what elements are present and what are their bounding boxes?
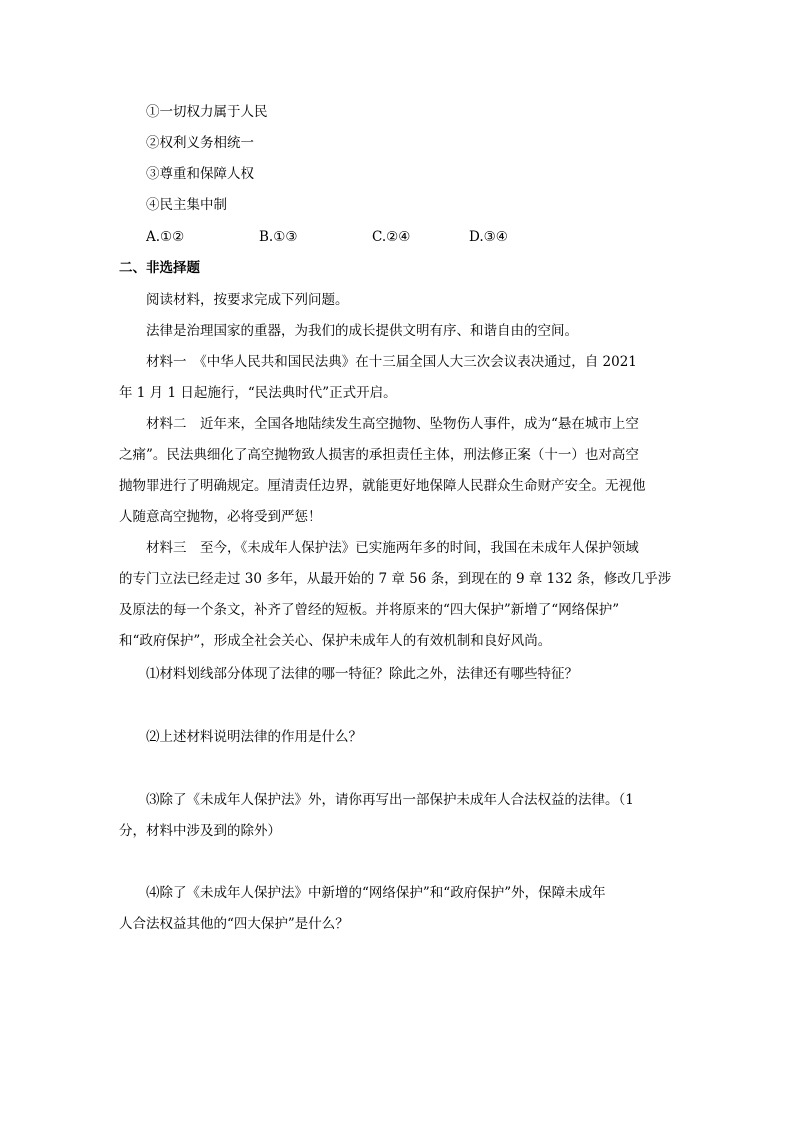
section-title: 二、非选择题 (119, 260, 200, 276)
option-d: D.③④ (469, 229, 508, 245)
material3-line: 材料三 至今，《未成年人保护法》已实施两年多的时间，我国在未成年人保护领域 (146, 540, 639, 556)
question-3-line: 分，材料中涉及到的除外） (119, 823, 281, 839)
material2-line: 人随意高空抛物，必将受到严惩！ (119, 509, 322, 525)
material2-line: 抛物罪进行了明确规定。厘清责任边界，就能更好地保障人民群众生命财产安全。无视他 (119, 478, 646, 494)
material1-line: 年 1 月 1 日起施行，“民法典时代”正式开启。 (119, 385, 397, 401)
option-b: B.①③ (259, 229, 298, 245)
material3-line: 的专门立法已经走过 30 多年，从最开始的 7 章 56 条，到现在的 9 章 132 条，修改几乎涉 (119, 571, 672, 587)
material3-line: 和“政府保护”，形成全社会关心、保护未成年人的有效机制和良好风尚。 (119, 633, 552, 649)
option-c: C.②④ (372, 229, 411, 245)
material1-line: 材料一 《中华人民共和国民法典》在十三届全国人大三次会议表决通过，自 2021 (146, 354, 637, 370)
question-2: ⑵上述材料说明法律的作用是什么？ (146, 729, 362, 745)
statement-3: ③尊重和保障人权 (146, 166, 254, 182)
statement-4: ④民主集中制 (146, 197, 227, 213)
question-1: ⑴材料划线部分体现了法律的哪一特征？除此之外，法律还有哪些特征？ (146, 666, 578, 682)
material2-line: 之痛”。民法典细化了高空抛物致人损害的承担责任主体，刑法修正案（十一）也对高空 (119, 447, 639, 463)
question-4-line: ⑷除了《未成年人保护法》中新增的“网络保护”和“政府保护”外，保障未成年 (146, 885, 606, 901)
statement-1: ①一切权力属于人民 (146, 104, 268, 120)
intro-text: 阅读材料，按要求完成下列问题。 (146, 292, 349, 308)
question-4-line: 人合法权益其他的“四大保护”是什么？ (119, 916, 349, 932)
option-a: A.①② (146, 229, 185, 245)
material3-line: 及原法的每一个条文，补齐了曾经的短板。并将原来的“四大保护”新增了“网络保护” (119, 602, 620, 618)
question-3-line: ⑶除了《未成年人保护法》外，请你再写出一部保护未成年人合法权益的法律。（1 (146, 792, 634, 808)
material2-line: 材料二 近年来，全国各地陆续发生高空抛物、坠物伤人事件，成为“悬在城市上空 (146, 416, 639, 432)
lead-text: 法律是治理国家的重器，为我们的成长提供文明有序、和谐自由的空间。 (146, 323, 578, 339)
statement-2: ②权利义务相统一 (146, 135, 254, 151)
